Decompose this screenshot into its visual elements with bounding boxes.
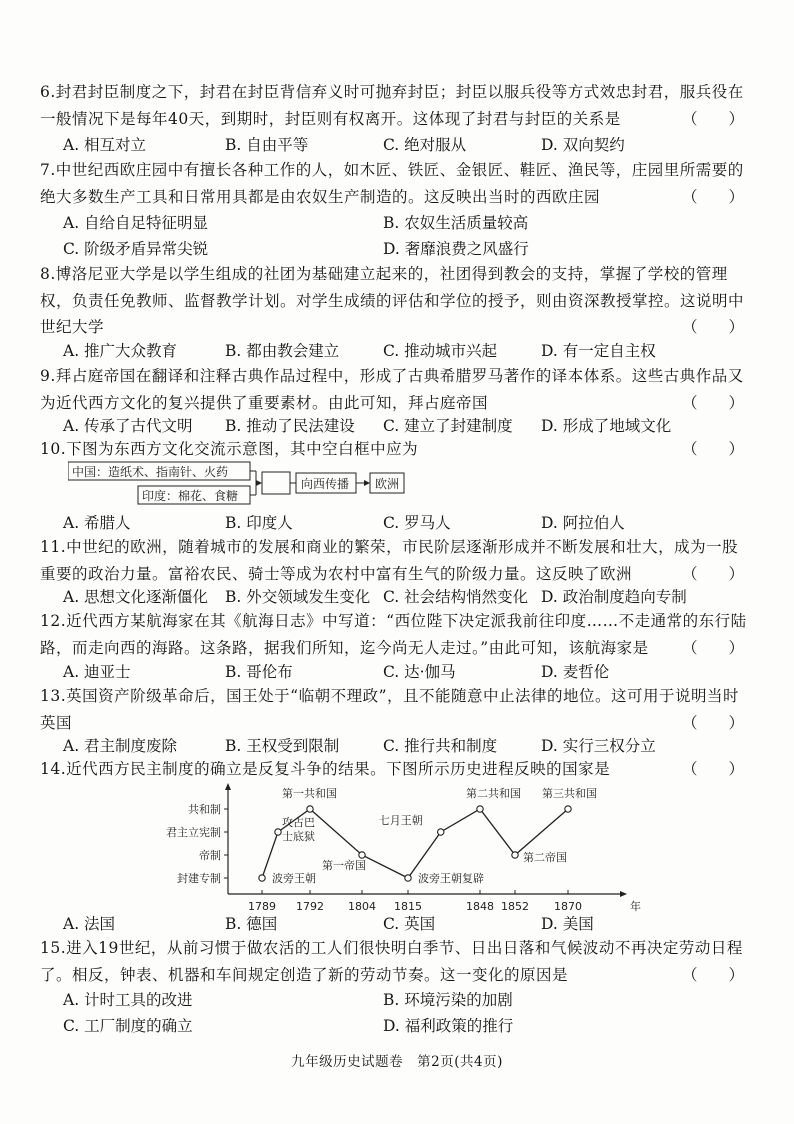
option-a[interactable]: A. 自给自足特征明显: [63, 214, 209, 232]
question-6: [40, 79, 754, 132]
option-c[interactable]: C. 工厂制度的确立: [63, 1017, 193, 1035]
option-d[interactable]: D. 奢靡浪费之风盛行: [383, 240, 529, 258]
option-a[interactable]: A. 思想文化逐渐僵化: [63, 588, 209, 606]
x-tick-label: 1789: [248, 900, 276, 912]
option-d[interactable]: D. 形成了地域文化: [541, 417, 672, 435]
option-a[interactable]: A. 君主制度废除: [63, 737, 178, 755]
question-stem: 12.近代西方某航海家在其《航海日志》中写道：“西位陛下决定派我前往印度……不走通常的东行陆路，而走向西的海路。这条路，据我们所知，迄今尚无人走过。”由此可知，该航海家是 （ ）: [40, 608, 754, 661]
point-label: 第一共和国: [282, 787, 337, 800]
answer-bracket[interactable]: （ ）: [681, 564, 744, 583]
answer-bracket[interactable]: （ ）: [681, 393, 744, 412]
answer-bracket[interactable]: （ ）: [681, 760, 744, 778]
question-13: [40, 683, 754, 736]
chart-point: [359, 852, 365, 858]
option-b[interactable]: B. 德国: [225, 915, 278, 933]
question-stem: 8.博洛尼亚大学是以学生组成的社团为基础建立起来的，社团得到教会的支持，掌握了学校的管理权，负责任免教师、监督教学计划。对学生成绩的评估和学位的授予，则由资深教授掌控。这说明中世纪大学 （ ）: [40, 261, 754, 341]
answer-bracket[interactable]: （ ）: [681, 713, 744, 732]
option-d[interactable]: D. 麦哲伦: [541, 663, 610, 681]
question-11: [40, 534, 754, 587]
option-a[interactable]: A. 相互对立: [63, 136, 147, 154]
question-8: [40, 261, 754, 341]
option-d[interactable]: D. 福利政策的推行: [383, 1017, 514, 1035]
x-tick-label: 1815: [394, 900, 422, 912]
question-14: [40, 756, 754, 783]
option-b[interactable]: B. 哥伦布: [225, 663, 293, 681]
option-b[interactable]: B. 王权受到限制: [225, 737, 340, 755]
option-c[interactable]: C. 阶级矛盾异常尖锐: [63, 240, 209, 258]
option-c[interactable]: C. 社会结构悄然变化: [383, 588, 529, 606]
point-label: 攻占巴: [282, 816, 315, 829]
option-a[interactable]: A. 计时工具的改进: [63, 991, 193, 1009]
point-label: 波旁王朝: [272, 872, 316, 885]
chart-point: [565, 806, 571, 812]
answer-bracket[interactable]: （ ）: [681, 638, 744, 657]
transmit-text: 向西传播: [301, 477, 350, 491]
point-label: 第二共和国: [466, 787, 521, 800]
option-c[interactable]: C. 推动城市兴起: [383, 342, 498, 360]
option-d[interactable]: D. 政治制度趋向专制: [541, 588, 687, 606]
point-label: 第二帝国: [523, 851, 567, 864]
x-tick-label: 1804: [348, 900, 376, 912]
question-stem: 15.进入19世纪，从前习惯于做农活的工人们很快明白季节、日出日落和气候波动不再决定劳动日程了。相反，钟表、机器和车间规定创造了新的劳动节奏。这一变化的原因是 （ ）: [40, 935, 754, 988]
question-9: [40, 363, 754, 416]
option-a[interactable]: A. 传承了古代文明: [63, 417, 193, 435]
question-15: [40, 935, 754, 988]
x-axis-label: 年: [630, 900, 641, 912]
chart-point: [438, 829, 444, 835]
point-label: 七月王朝: [378, 814, 423, 827]
exchange-diagram: [68, 460, 408, 508]
option-b[interactable]: B. 外交领域发生变化: [225, 588, 371, 606]
x-tick-label: 1852: [501, 900, 529, 912]
option-a[interactable]: A. 迪亚士: [63, 663, 131, 681]
point-label: 第一帝国: [322, 859, 366, 872]
option-c[interactable]: C. 推行共和制度: [383, 737, 498, 755]
question-10: [40, 436, 754, 463]
chart-point: [307, 806, 313, 812]
question-stem: 13.英国资产阶级革命后，国王处于“临朝不理政”，且不能随意中止法律的地位。这可用于说明当时英国 （ ）: [40, 683, 754, 736]
option-b[interactable]: B. 农奴生活质量较高: [383, 214, 529, 232]
chart-point: [477, 806, 483, 812]
option-c[interactable]: C. 罗马人: [383, 514, 451, 532]
option-c[interactable]: C. 英国: [383, 915, 436, 933]
arrow-head: [256, 480, 262, 486]
answer-bracket[interactable]: （ ）: [681, 187, 744, 206]
option-b[interactable]: B. 环境污染的加剧: [383, 991, 513, 1009]
y-tick-label: 君主立宪制: [166, 826, 221, 839]
option-c[interactable]: C. 绝对服从: [383, 136, 467, 154]
x-tick-label: 1870: [554, 900, 582, 912]
point-label-line2: 士底狱: [282, 830, 315, 843]
history-line-chart: [150, 782, 650, 912]
chart-point: [259, 875, 265, 881]
y-axis-arrow: [225, 783, 231, 790]
option-d[interactable]: D. 美国: [541, 915, 594, 933]
option-a[interactable]: A. 推广大众教育: [63, 342, 178, 360]
question-stem: 6.封君封臣制度之下，封君在封臣背信弃义时可抛弃封臣；封臣以服兵役等方式效忠封君，服兵役在一般情况下是每年40天，到期时，封臣则有权离开。这体现了封君与封臣的关系是 （ ）: [40, 79, 754, 132]
europe-text: 欧洲: [375, 477, 400, 491]
option-c[interactable]: C. 建立了封建制度: [383, 417, 513, 435]
answer-bracket[interactable]: （ ）: [681, 440, 744, 458]
question-stem: 9.拜占庭帝国在翻译和注释古典作品过程中，形成了古典希腊罗马著作的译本体系。这些古典作品又为近代西方文化的复兴提供了重要素材。由此可知，拜占庭帝国 （ ）: [40, 363, 754, 416]
option-a[interactable]: A. 法国: [63, 915, 116, 933]
answer-bracket[interactable]: （ ）: [681, 109, 744, 128]
option-d[interactable]: D. 有一定自主权: [541, 342, 656, 360]
chart-point-labels: [272, 786, 597, 885]
question-stem: 10.下图为东西方文化交流示意图，其中空白框中应为 （ ）: [40, 436, 754, 463]
option-b[interactable]: B. 印度人: [225, 514, 293, 532]
option-a[interactable]: A. 希腊人: [63, 514, 131, 532]
arrow-head: [364, 480, 370, 486]
answer-bracket[interactable]: （ ）: [681, 965, 744, 984]
india-text: 印度：棉花、食糖: [142, 489, 239, 503]
x-axis-arrow: [620, 891, 627, 897]
y-tick-label: 封建专制: [177, 872, 221, 885]
point-label: 第三共和国: [542, 787, 597, 800]
question-stem: 11.中世纪的欧洲，随着城市的发展和商业的繁荣，市民阶层逐渐形成并不断发展和壮大，成为一股重要的政治力量。富裕农民、骑士等成为农村中富有生气的阶级力量。这反映了欧洲 （ ）: [40, 534, 754, 587]
chart-point: [512, 852, 518, 858]
y-tick-label: 共和制: [188, 803, 221, 816]
y-tick-label: 帝制: [199, 849, 221, 862]
option-d[interactable]: D. 阿拉伯人: [541, 514, 625, 532]
question-12: [40, 608, 754, 661]
option-d[interactable]: D. 实行三权分立: [541, 737, 656, 755]
answer-bracket[interactable]: （ ）: [681, 318, 744, 336]
x-tick-label: 1792: [296, 900, 324, 912]
option-b[interactable]: B. 推动了民法建设: [225, 417, 355, 435]
chart-point: [405, 875, 411, 881]
x-tick-label: 1848: [466, 900, 494, 912]
question-stem: 7.中世纪西欧庄园中有擅长各种工作的人，如木匠、铁匠、金银匠、鞋匠、渔民等，庄园里所需要的绝大多数生产工具和日常用具都是由农奴生产制造的。这反映出当时的西欧庄园 （ ）: [40, 157, 754, 210]
option-c[interactable]: C. 达·伽马: [383, 663, 456, 681]
chart-y-labels: [166, 802, 221, 885]
option-b[interactable]: B. 都由教会建立: [225, 342, 340, 360]
question-7: [40, 157, 754, 210]
page-footer: 九年级历史试题卷 第2页(共4页): [291, 1054, 503, 1070]
option-d[interactable]: D. 双向契约: [541, 136, 625, 154]
blank-box[interactable]: [262, 472, 290, 494]
point-label: 波旁王朝复辟: [418, 872, 484, 885]
question-stem: 14.近代西方民主制度的确立是反复斗争的结果。下图所示历史进程反映的国家是 （ ）: [40, 756, 754, 783]
chart-point: [275, 829, 281, 835]
option-b[interactable]: B. 自由平等: [225, 136, 309, 154]
china-text: 中国：造纸术、指南针、火药: [72, 465, 229, 479]
